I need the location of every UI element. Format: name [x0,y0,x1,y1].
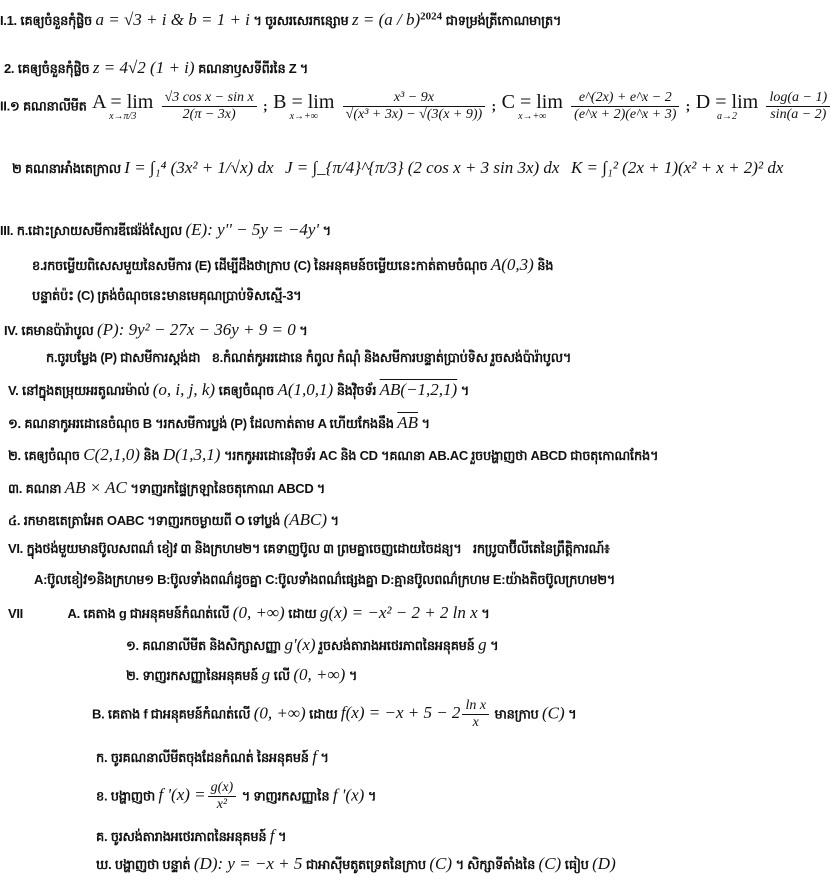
end-mark: និង [537,258,554,273]
label: 2. [4,61,15,76]
instruction: ក្នុងថង់មួយមានប៊ូលសពណ៌ ខៀវ ៣ និងក្រហម២។ គេទាញប៊ូល ៣ ព្រមគ្នាចេញដោយចៃដន្យ។ [26,541,462,556]
instruction: គេឲ្យចំនួនកុំផ្លិច [17,61,90,76]
label: ២. [126,668,139,683]
instruction: គណនាកូអរដោនេចំណុច B ។រកសមីការប្លង់ (P) ដែលកាត់តាម A ហើយកែងនឹង [24,416,394,431]
label: I.1. [0,13,17,28]
instruction: គណនាលីមីត [22,98,87,114]
expr-vector: $\overline{AB}$ [397,413,419,432]
end-mark: ។ [367,788,377,804]
problem-5-2 [0,445,784,467]
instruction: ជាទម្រង់ត្រីកោណមាត្រ។ [445,13,562,28]
problem-3-a [0,220,784,242]
end-mark: ។ [330,513,339,528]
instruction: គណនាអាំងតេក្រាល [25,161,121,176]
problem-2-2 [0,158,784,180]
instruction: បង្ហាញថា [110,788,155,804]
label: V. [8,383,19,398]
expr-curve: (C) [538,854,562,873]
end-mark: ។ [421,416,430,431]
instruction: នៅក្នុងតម្រុយអរតូណរម៉ាល់ [22,383,150,398]
end-mark: ។ [460,383,469,398]
label: ១. [8,416,21,431]
end-mark: ។ [348,668,358,683]
instruction: ។ទាញរកផ្ទៃក្រឡានៃចតុកោណ ABCD ។ [130,481,326,496]
instruction: ជាអាស៊ីមតូតទ្រេតនៃក្រាប [305,857,426,872]
problem-5-3 [0,478,784,500]
expr-g: g [478,635,487,654]
instruction: ដោយ [288,606,317,621]
problem-5-4 [0,510,784,532]
instruction: និង [143,448,160,463]
expr-g: g(x) = −x² − 2 + 2 ln x [320,603,478,622]
label: ៤. [8,513,21,528]
label: ១. [126,638,139,653]
expr-point: A(1,0,1) [277,380,334,399]
instruction: គេតាង g ជាអនុគមន៍កំណត់លើ [83,606,230,621]
instruction: ខ.រកចម្លើយពិសេសមួយនៃសមីការ (E) ដើម្បីដឹងថាក្រាប (C) នៃអនុគមន៍ចម្លើយនេះកាត់តាមចំណុច [32,258,488,273]
end-mark: ។ [568,706,577,722]
instruction: គេមានប៉ារ៉ាបូល [21,323,94,338]
expr-line: (D) [592,854,616,873]
label: ២. [8,448,21,463]
expr-point-C: C(2,1,0) [83,445,140,464]
end-mark: ។ [299,323,308,338]
expr-point-A: A(0,3) [490,255,534,274]
expr-f-prime: f '(x) = $\frac{g(x)}{\text{x²}}$ [158,785,238,804]
problem-7-b [0,698,784,731]
instruction: គណនាឫសទីពីរនៃ Z ។ [198,61,309,76]
expr-point-D: D(1,3,1) [162,445,221,464]
expr-parabola: (P): 9y² − 27x − 36y + 9 = 0 [96,320,296,339]
problem-7-b-d [0,854,784,876]
instruction: ។ ចូរសរសេរកន្សោម [253,13,349,28]
problem-5 [0,380,784,402]
expr-frame: (o, i, j, k) [152,380,216,399]
instruction: គេឲ្យចំនួនកុំផ្លិច [20,13,92,28]
end-mark: ។ [278,829,287,844]
end-mark: ។ [322,223,331,238]
expr-g: g [261,665,271,684]
instruction: បន្ទាត់ប៉ះ (C) ត្រង់ចំណុចនេះមានមេគុណប្រាប់ទិសស្មើ-3។ [32,288,302,303]
label: III. [0,223,14,238]
instruction: រកប្រូបាប៊ីលីតេនៃព្រឹត្តិការណ៍៖ [473,541,610,556]
instruction: ។ សិក្សាទីតាំងនៃ [455,857,536,872]
instruction: គណនាលីមីត និងសិក្សាសញ្ញា [142,638,282,653]
expr-f: f [312,747,317,766]
limit-A: A = lim x→π/3 $\frac{\text{√3 cos x − sin x}}{2(\pi - 3x)}$ [90,95,263,114]
limit-C: C = lim x→+∞ $\frac{e\^{}(2x) + e\^{}x - 2}{(e\^{}x + 2)(e\^{}x + 3)}$ [500,95,686,114]
expr-curve: (C) [541,703,565,723]
expr-a-b: a = √3 + i & b = 1 + i [95,10,250,29]
expr-f: f [269,826,275,845]
instruction: ។រកកូអរដោនេវ៉ិចទ័រ AC និង CD ។គណនា AB.AC រួចបង្ហាញថា ABCD ជាចតុកោណកែង។ [223,448,659,463]
label: ៣. [8,481,23,496]
problem-4-parts [0,350,784,369]
problem-6 [0,541,784,560]
instruction: ចូរសង់តារាងអថេរភាពនៃអនុគមន៍ [110,829,267,844]
problem-7-b-c [0,826,784,848]
instruction: ។ ទាញរកសញ្ញានៃ [241,788,330,804]
label: ២ [12,161,22,176]
problem-7-a [0,603,784,625]
expr-domain: (0, +∞) [232,603,285,622]
expr-domain: (0, +∞) [293,665,346,684]
instruction: ចូរគណនាលីមីតចុងដែនកំណត់ នៃអនុគមន៍ [110,750,309,765]
integral-K: K = ∫₁² (2x + 1)(x² + x + 2)² dx [570,158,784,177]
part: B. [92,706,105,722]
expr-vector: AB(−1,2,1) [379,380,458,399]
expr-domain: (0, +∞) [253,703,306,723]
problem-7-a-2 [0,665,784,687]
label: VII [8,606,23,621]
end-mark: ។ [490,638,499,653]
instruction: ក.ចូរបម្លែង (P) ជាសមីការស្តង់ដា [46,350,201,365]
exponent: 2024 [420,10,443,23]
problem-1-1 [0,10,784,32]
problem-7-a-1 [0,635,784,657]
limit-D: D = lim a→2 $\frac{\log(a - 1)}{\sin(a - 2)}$ [694,95,832,114]
expr-f-prime: f '(x) [332,785,365,805]
expr-f: f(x) = −x + 5 − 2 $\frac{\text{ln x}}{x}$ [341,703,491,722]
problem-5-1 [0,413,784,435]
expr-plane: (ABC) [283,510,328,529]
part: A. [67,606,80,621]
integral-I: I = ∫₁⁴ (3x² + 1/√x) dx [124,158,274,177]
instruction: A:ប៊ូលខៀវ១និងក្រហម១ B:ប៊ូលទាំងពណ៌ដូចគ្នា C:ប៊ូលទាំងពណ៌ផ្សេងគ្នា D:គ្មានប៊ូលពណ៌ក្រហម E:យ៉ាងតិចប៊ូលក្រហម២។ [34,572,616,587]
expr-z: z = (a / b) [351,10,421,29]
expr-cross: AB × AC [64,478,127,497]
problem-1-2 [0,58,784,80]
label: VI. [8,541,23,556]
expr-curve: (C) [429,854,453,873]
instruction: គណនា [25,481,62,496]
instruction: ទាញរកសញ្ញានៃអនុគមន៍ [142,668,259,683]
integral-J: J = ∫_{π/4}^{π/3} (2 cos x + 3 sin 3x) dx [285,158,560,177]
instruction: គេឲ្យចំណុច [24,448,80,463]
instruction: ក.ដោះស្រាយសមីការឌីផេរ៉ង់ស្យែល [16,223,182,238]
problem-7-b-b [0,780,784,813]
instruction: មានក្រាប [494,706,539,722]
expr-asymptote: (D): y = −x + 5 [193,854,303,873]
end-mark: ។ [320,750,329,765]
instruction: និងវ៉ិចទ័រ [336,383,377,398]
label: គ. [96,829,108,844]
problem-2-1: II.១ គណនាលីមីត A = lim x→π/3 $\frac{\text{√3 cos x − sin x}}{2(\pi - 3x)}$ ; B = lim x→+∞ $\frac{\text{x³ − 9x}}{\text{√(x³ + 3x) − √(3(x + 9))}}$ ; C = lim x→+∞ $\frac{e\^{}(2x) + e\^{}x - 2}{(e\^{}x + 2)(e\^{}x + 3)}$ ; D = lim a→2 $\frac{\log(a - 1)}{\sin(a - 2)}$ [0,90,784,123]
expr-g-prime: g'(x) [284,635,316,654]
instruction: គេតាង f ជាអនុគមន៍កំណត់លើ [107,706,251,722]
limit-B: B = lim x→+∞ $\frac{\text{x³ − 9x}}{\text{√(x³ + 3x) − √(3(x + 9))}}$ [271,95,491,114]
expr-z: z = 4√2 (1 + i) [92,58,195,77]
label: II.១ [0,98,20,114]
end-mark: ។ [481,606,490,621]
expr-ode: (E): y'' − 5y = −4y' [185,220,320,239]
problem-6-events [0,572,784,591]
instruction: ដោយ [309,706,338,722]
problem-3-b [0,255,784,277]
problem-4 [0,320,784,342]
label: ឃ. [96,857,112,872]
instruction: រកមាឌតេត្រាអែត OABC ។ទាញរកចម្ងាយពី O ទៅប្លង់ [23,513,281,528]
instruction: រួចសង់តារាងអថេរភាពនៃអនុគមន៍ [319,638,475,653]
instruction: បង្ហាញថា បន្ទាត់ [114,857,191,872]
label: IV. [4,323,18,338]
problem-7-b-a [0,747,784,769]
instruction: ធៀប [564,857,589,872]
label: ក. [96,750,108,765]
instruction: ខ.កំណត់កូអរដោនេ កំពូល កំណុំ និងសមីការបន្ទាត់ប្រាប់ទិស រួចសង់ប៉ារ៉ាបូល។ [211,350,572,365]
instruction: គេឲ្យចំណុច [218,383,274,398]
instruction: លើ [273,668,290,683]
label: ខ. [96,788,108,804]
problem-3-b-cont [0,288,784,307]
